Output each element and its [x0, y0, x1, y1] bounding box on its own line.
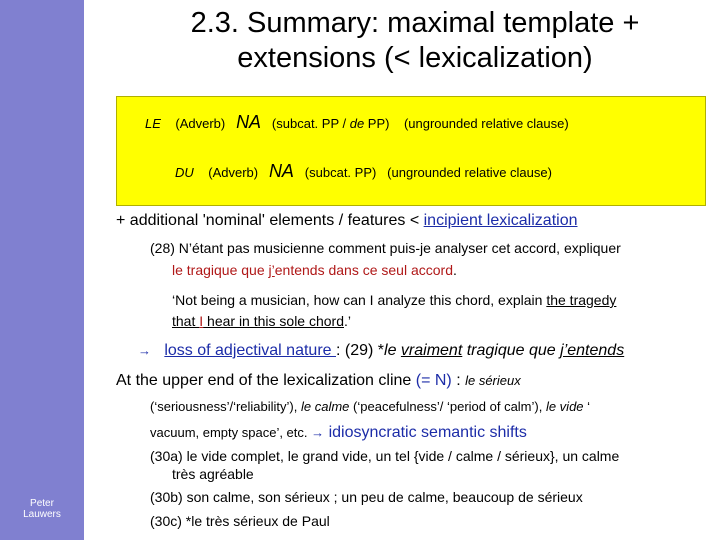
loss-label: loss of adjectival nature: [164, 342, 336, 359]
template-le-row: [145, 112, 569, 133]
le-subcat: (subcat. PP /: [271, 116, 350, 131]
ex29-jentends: j’entends: [560, 342, 625, 359]
le-na: NA: [236, 112, 262, 132]
le-vide: le vide: [545, 399, 584, 414]
ex28-part-a: le tragique que: [172, 262, 269, 278]
du-determiner: DU: [175, 165, 194, 180]
translation-28-line-2: [172, 313, 351, 329]
le-determiner: LE: [145, 116, 161, 131]
ex29-a: le: [384, 342, 401, 359]
example-30c: (30c) *le très sérieux de Paul: [150, 513, 330, 529]
le-subcat-end: PP): [364, 116, 390, 131]
upper-end-line: [116, 372, 521, 390]
template-du-row: [175, 161, 552, 182]
trans-i: I: [199, 313, 204, 329]
example-30a-line-2: très agréable: [172, 466, 254, 482]
le-clause: (ungrounded relative clause): [403, 116, 569, 131]
ex28-part-d: .: [453, 262, 457, 278]
title-line-2: extensions (< lexicalization): [237, 42, 593, 74]
du-clause: (ungrounded relative clause): [387, 165, 552, 180]
upper-line-3: [150, 424, 527, 442]
ex29-vraiment: vraiment: [400, 342, 463, 359]
slide-title: [120, 6, 710, 76]
le-subcat-de: de: [349, 116, 365, 131]
example-30a-line-1: (30a) le vide complet, le grand vide, un tel {vide / calme / sérieux}, un calme: [150, 448, 620, 464]
trans-the-tragedy: the tragedy: [546, 292, 617, 308]
ex28-part-c: entends dans ce seul accord: [274, 262, 453, 278]
sidebar-band: [0, 0, 84, 540]
author-label: [0, 498, 84, 520]
additional-elements-line: [116, 212, 577, 230]
incipient-lexicalization: incipient lexicalization: [423, 212, 578, 229]
upper-colon: :: [451, 372, 466, 389]
ex28-part-je: j’: [268, 262, 275, 278]
title-line-1: 2.3. Summary: maximal template +: [190, 7, 640, 39]
example-28-line-2: [172, 262, 457, 278]
trans-that: that: [172, 313, 200, 329]
trans-end: .’: [344, 313, 351, 329]
le-calme: le calme: [301, 399, 350, 414]
example-30b: (30b) son calme, son sérieux ; un peu de calme, beaucoup de sérieux: [150, 489, 583, 505]
le-serieux: le sérieux: [465, 373, 521, 388]
du-adverb: (Adverb): [208, 165, 259, 180]
upper-text: At the upper end of the lexicalization cline: [116, 372, 416, 389]
example-28-line-1: (28) N’étant pas musicienne comment puis-je analyser cet accord, expliquer: [150, 240, 621, 256]
upper-paren: (= N): [415, 372, 452, 389]
ex29-num: (29) *: [344, 342, 385, 359]
upper-l2-c: (‘peacefulness’/ ‘period of calm’),: [349, 399, 546, 414]
translation-28-line-1: [172, 292, 616, 308]
template-box: [116, 96, 706, 206]
du-na: NA: [268, 161, 294, 181]
upper-l2-e: ‘: [583, 399, 591, 414]
upper-l3-a: vacuum, empty space’, etc.: [150, 425, 312, 440]
ex29-c: tragique que: [462, 342, 561, 359]
right-arrow-icon: →: [138, 343, 151, 358]
le-adverb: (Adverb): [175, 116, 226, 131]
trans-part-a: ‘Not being a musician, how can I analyze this chord, explain: [172, 292, 547, 308]
semantic-shifts: idiosyncratic semantic shifts: [324, 424, 527, 441]
additional-text: + additional 'nominal' elements / features <: [116, 212, 424, 229]
author-last: Lauwers: [23, 509, 61, 520]
loss-line: [138, 342, 624, 360]
upper-line-2: [150, 399, 590, 414]
author-first: Peter: [30, 498, 54, 509]
loss-colon: :: [336, 342, 345, 359]
trans-hear: hear in this sole chord: [203, 313, 344, 329]
right-arrow-icon: →: [311, 425, 325, 440]
du-subcat: (subcat. PP): [304, 165, 377, 180]
upper-l2-a: (‘seriousness’/‘reliability’),: [150, 399, 301, 414]
